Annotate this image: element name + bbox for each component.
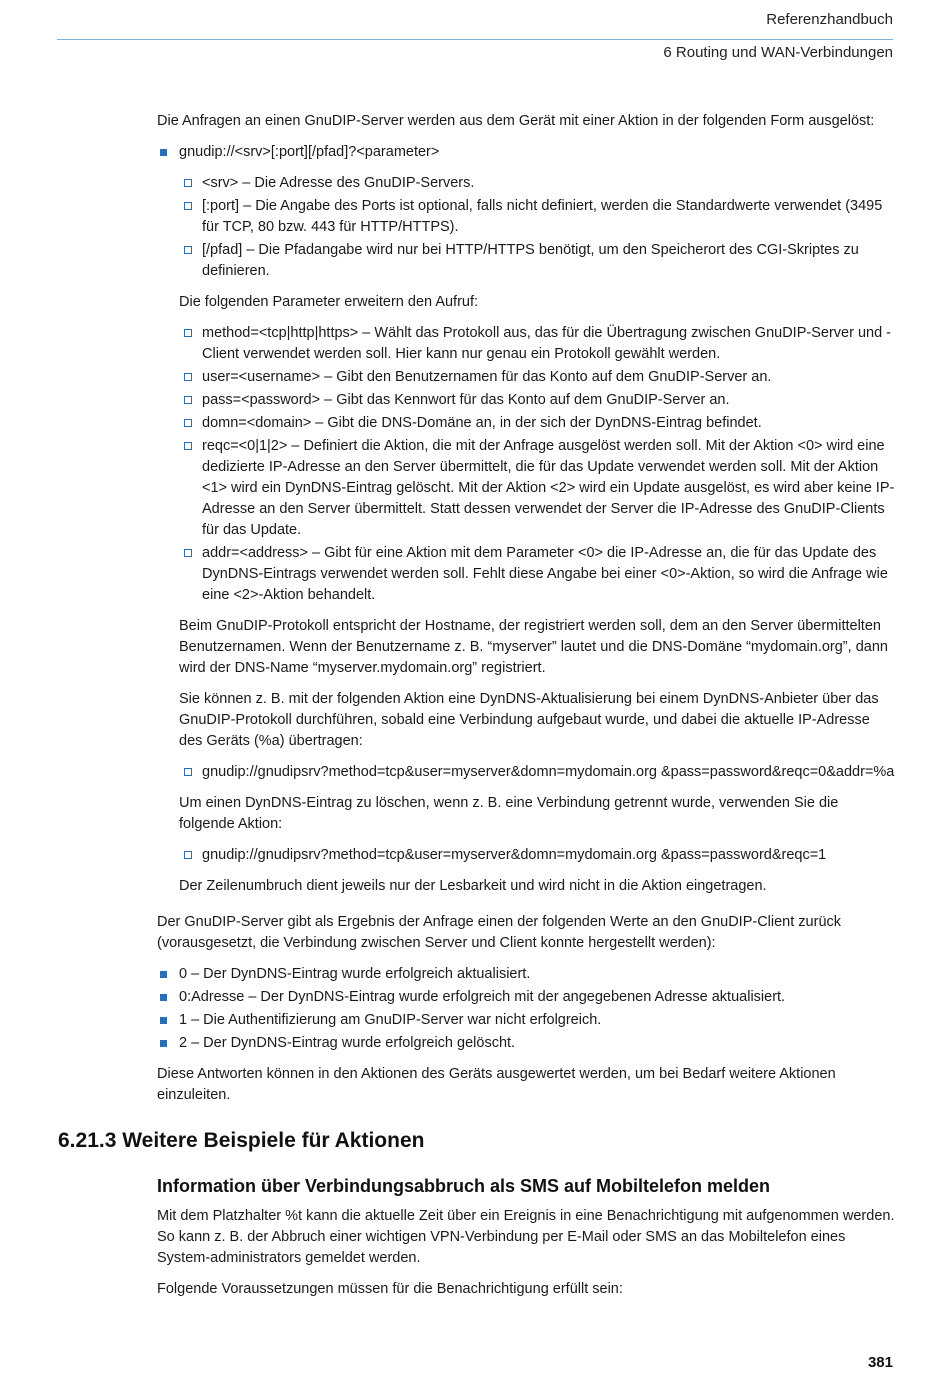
- params-intro: Die folgenden Parameter erweitern den Aufruf:: [179, 294, 479, 310]
- hostname-paragraph: Beim GnuDIP-Protokoll entspricht der Hostname, der registriert werden soll, dem an den Server übermittelten Benutzernamen. Wenn der Benutzername z. B. “myserver” lautet und die DNS-Domäne “mydomain.org”, dann wird der DNS-Name “myserver.mydomain.org” registriert.: [179, 618, 888, 676]
- syntax-bullet: gnudip://<srv>[:port][/pfad]?<parameter>: [157, 142, 897, 163]
- subsection-heading: Information über Verbindungsabbruch als SMS auf Mobiltelefon melden: [157, 1176, 771, 1196]
- param-item: user=<username> – Gibt den Benutzernamen für das Konto auf dem GnuDIP-Server an.: [157, 367, 897, 388]
- page-number: 381: [867, 1354, 893, 1371]
- syntax-item: [/pfad] – Die Pfadangabe wird nur bei HTTP/HTTPS benötigt, um den Speicherort des CGI-Skriptes zu definieren.: [157, 240, 897, 282]
- result-outro: Diese Antworten können in den Aktionen des Geräts ausgewertet werden, um bei Bedarf weitere Aktionen einzuleiten.: [157, 1066, 836, 1103]
- example-intro: Sie können z. B. mit der folgenden Aktion eine DynDNS-Aktualisierung bei einem DynDNS-Anbieter über das GnuDIP-Protokoll durchführen, sobald eine Verbindung aufgebaut wurde, und dabei die aktuelle IP-Adresse des Geräts (%a) übertragen:: [179, 691, 879, 749]
- section-heading: 6.21.3 Weitere Beispiele für Aktionen: [58, 1129, 425, 1152]
- param-item: addr=<address> – Gibt für eine Aktion mit dem Parameter <0> die IP-Adresse an, die für das Update des DynDNS-Eintrags verwendet werden soll. Fehlt diese Angabe bei einer <0>-Aktion, so wird die Anfrage wie eine <2>-Aktion behandelt.: [157, 543, 897, 606]
- syntax-item: <srv> – Die Adresse des GnuDIP-Servers.: [157, 173, 897, 194]
- result-intro: Der GnuDIP-Server gibt als Ergebnis der Anfrage einen der folgenden Werte an den GnuDIP-Client zurück (vorausgesetzt, die Verbindung zwischen Server und Client konnte hergestellt werden):: [157, 914, 842, 951]
- linebreak-note: Der Zeilenumbruch dient jeweils nur der Lesbarkeit und wird nicht in die Aktion eingetragen.: [179, 878, 767, 894]
- delete-command: gnudip://gnudipsrv?method=tcp&user=myserver&domn=mydomain.org &pass=password&reqc=1: [157, 845, 897, 866]
- delete-intro: Um einen DynDNS-Eintrag zu löschen, wenn z. B. eine Verbindung getrennt wurde, verwenden Sie die folgende Aktion:: [179, 795, 839, 832]
- result-item: 0 – Der DynDNS-Eintrag wurde erfolgreich aktualisiert.: [157, 964, 897, 985]
- running-header-chapter: 6 Routing und WAN-Verbindungen: [663, 44, 893, 61]
- example-command: gnudip://gnudipsrv?method=tcp&user=myserver&domn=mydomain.org &pass=password&reqc=0&addr=%a: [157, 762, 897, 783]
- intro-paragraph: Die Anfragen an einen GnuDIP-Server werden aus dem Gerät mit einer Aktion in der folgenden Form ausgelöst:: [157, 113, 875, 129]
- section-paragraph: Mit dem Platzhalter %t kann die aktuelle Zeit über ein Ereignis in eine Benachrichtigung mit aufgenommen werden. So kann z. B. der Abbruch einer wichtigen VPN-Verbindung per E-Mail oder SMS an das Mobiltelefon eines System-administrators gemeldet werden.: [157, 1208, 895, 1266]
- syntax-item: [:port] – Die Angabe des Ports ist optional, falls nicht definiert, werden die Standardwerte verwendet (3495 für TCP, 80 bzw. 443 für HTTP/HTTPS).: [157, 196, 897, 238]
- param-item: pass=<password> – Gibt das Kennwort für das Konto auf dem GnuDIP-Server an.: [157, 390, 897, 411]
- running-header-title: Referenzhandbuch: [766, 11, 893, 28]
- result-item: 0:Adresse – Der DynDNS-Eintrag wurde erfolgreich mit der angegebenen Adresse aktualisiert.: [157, 987, 897, 1008]
- param-item: method=<tcp|http|https> – Wählt das Protokoll aus, das für die Übertragung zwischen GnuDIP-Server und -Client verwendet werden soll. Hier kann nur genau ein Protokoll gewählt werden.: [157, 323, 897, 365]
- param-item: domn=<domain> – Gibt die DNS-Domäne an, in der sich der DynDNS-Eintrag befindet.: [157, 413, 897, 434]
- result-item: 2 – Der DynDNS-Eintrag wurde erfolgreich gelöscht.: [157, 1033, 897, 1054]
- header-divider: [57, 39, 893, 40]
- result-item: 1 – Die Authentifizierung am GnuDIP-Server war nicht erfolgreich.: [157, 1010, 897, 1031]
- page-content: [58, 111, 897, 1300]
- section-paragraph-2: Folgende Voraussetzungen müssen für die Benachrichtigung erfüllt sein:: [157, 1281, 623, 1297]
- param-item: reqc=<0|1|2> – Definiert die Aktion, die mit der Anfrage ausgelöst werden soll. Mit der Aktion <0> wird eine dedizierte IP-Adresse an den Server übermittelt, die für das Update verwendet werden soll. Mit der Aktion <1> wird ein DynDNS-Eintrag gelöscht. Mit der Aktion <2> wird ein Update ausgelöst, es wird aber keine IP-Adresse an den Server übermittelt. Statt dessen verwendet der Server die IP-Adresse des GnuDIP-Clients für das Update.: [157, 436, 897, 541]
